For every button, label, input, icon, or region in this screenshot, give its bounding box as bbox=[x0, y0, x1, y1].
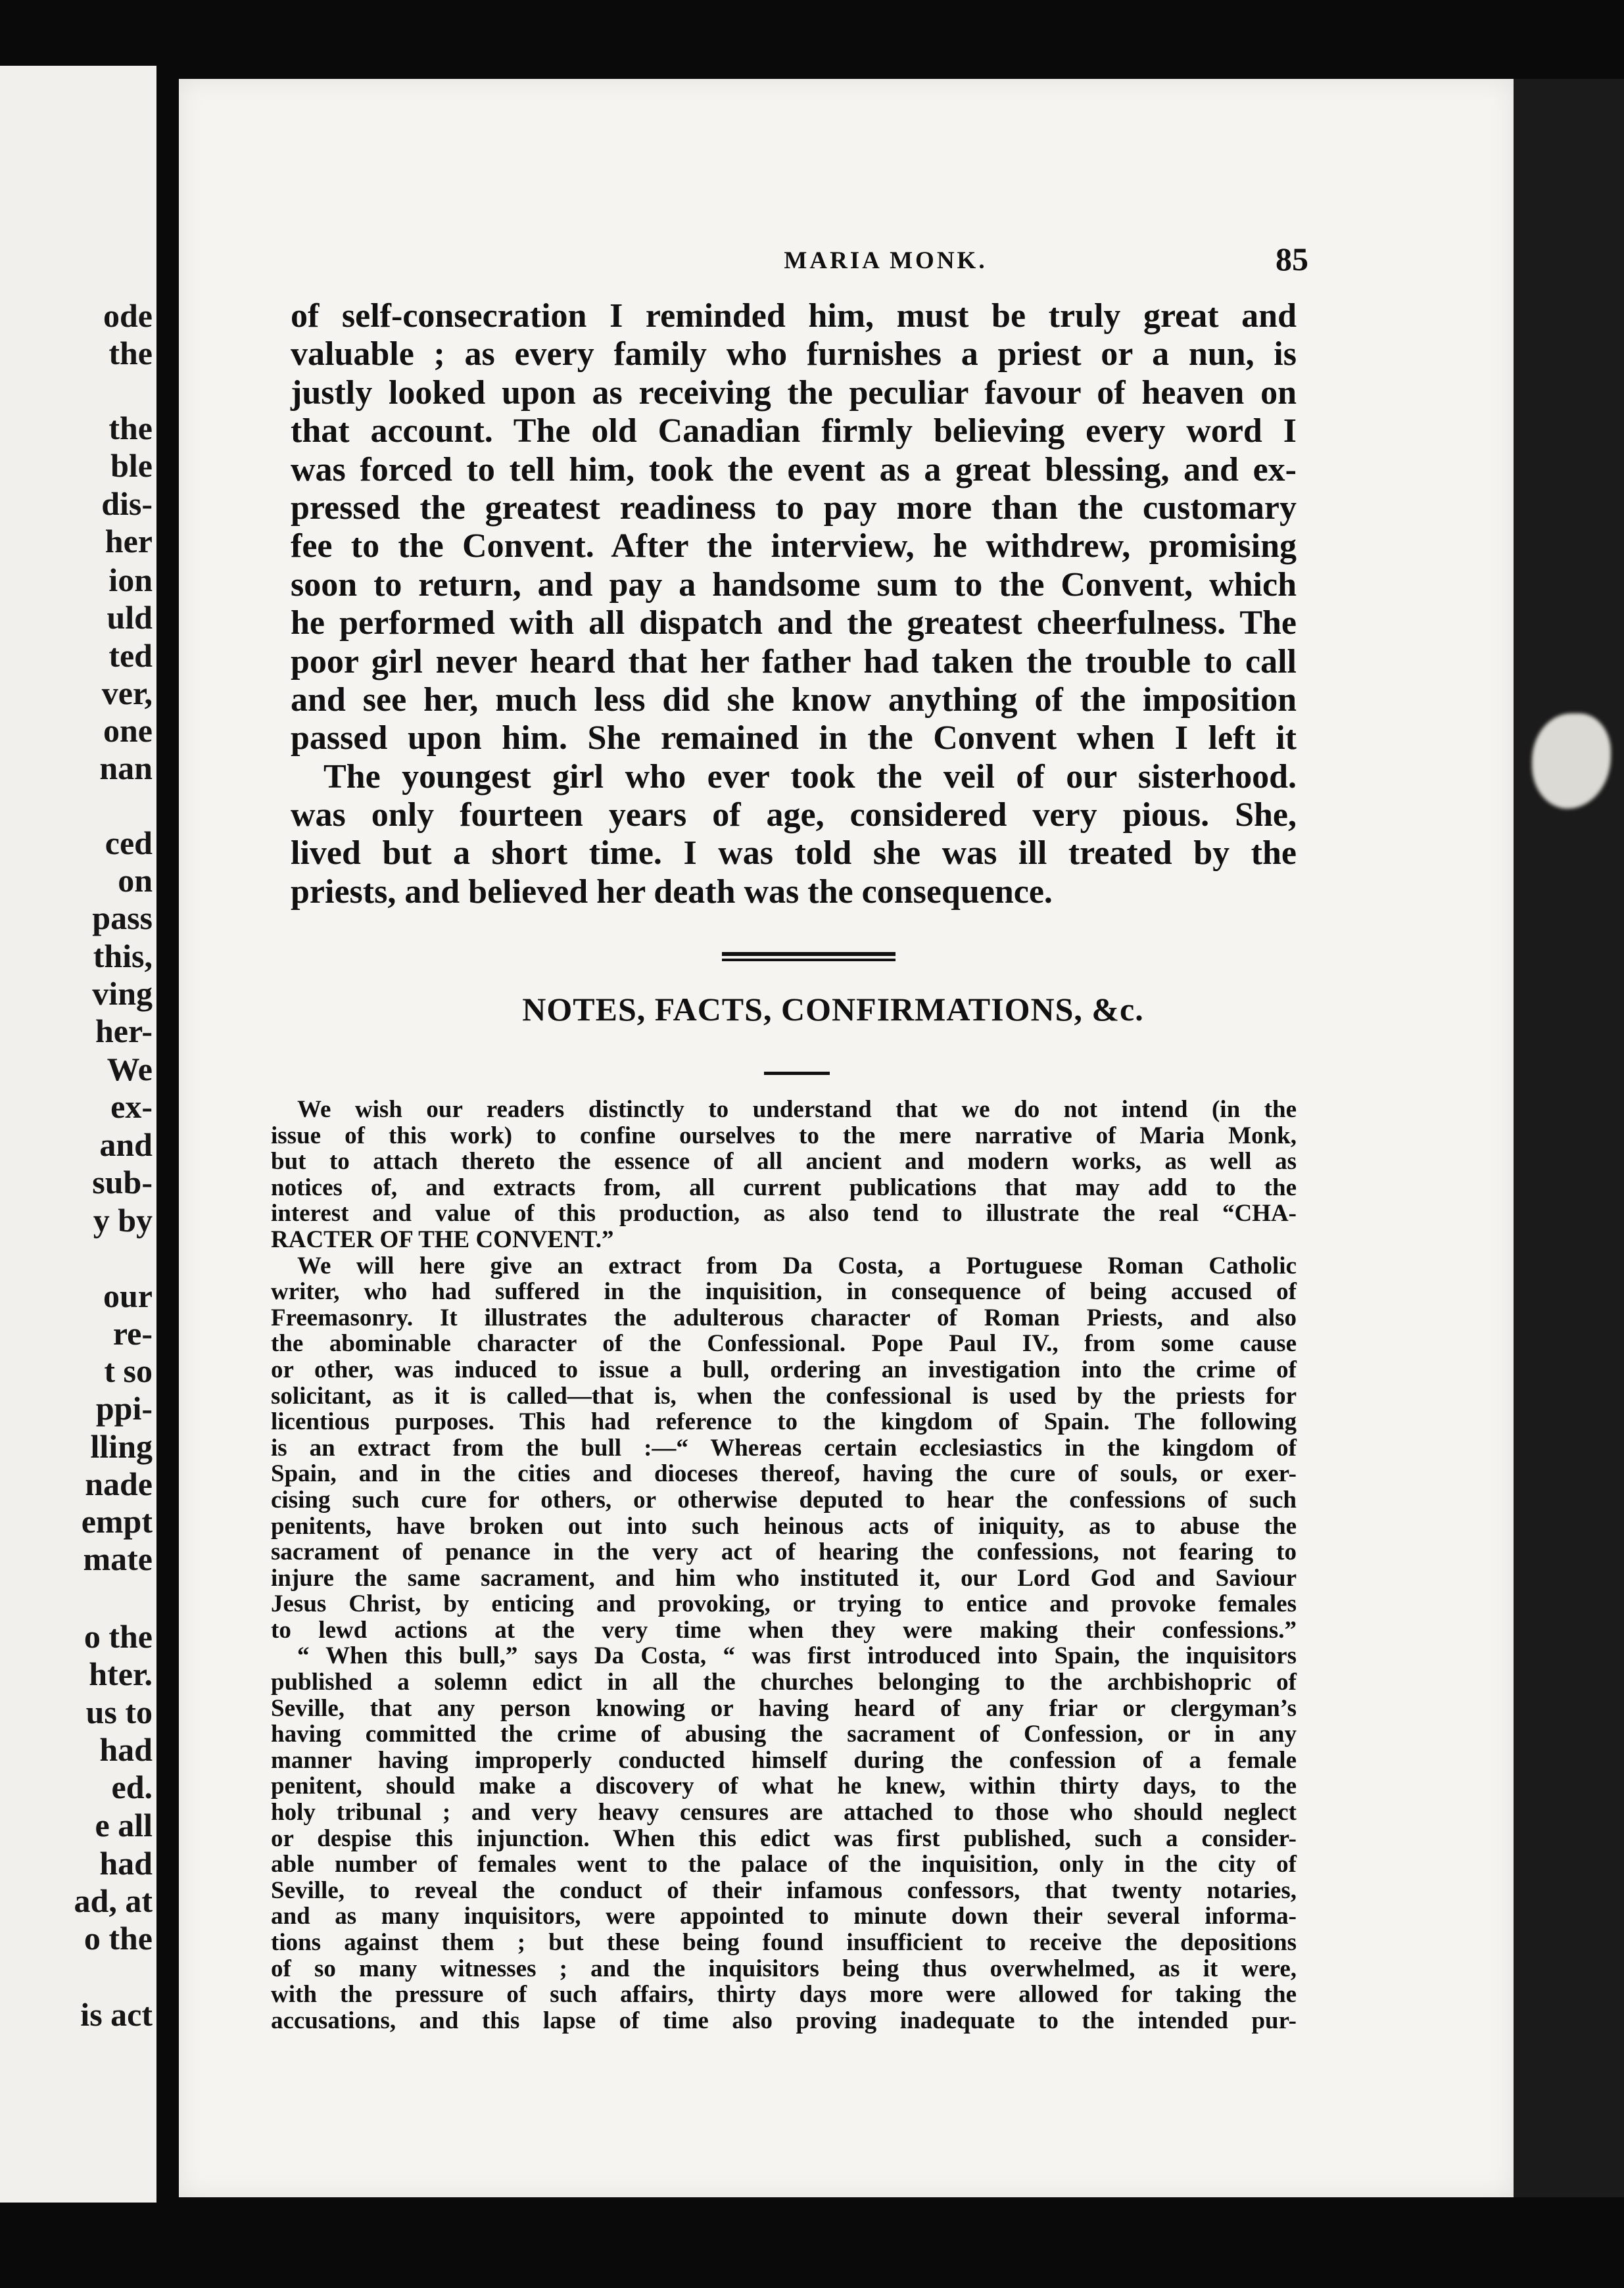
body-line: soon to return, and pay a handsome sum to the Convent, which bbox=[291, 565, 1297, 604]
body-line: priests, and believed her death was the consequence. bbox=[291, 872, 1053, 911]
left-page-text-fragment: e all bbox=[95, 1807, 153, 1844]
left-page-text-fragment: ode bbox=[103, 297, 153, 334]
notes-line: the abominable character of the Confessional. Pope Paul IV., from some cause bbox=[271, 1330, 1297, 1358]
body-line: was forced to tell him, took the event as a great blessing, and ex- bbox=[291, 450, 1297, 489]
body-line: of self-consecration I reminded him, must be truly great and bbox=[291, 297, 1297, 335]
left-page-text-fragment: nade bbox=[85, 1466, 153, 1502]
notes-line: penitent, should make a discovery of what he knew, within thirty days, to the bbox=[271, 1773, 1297, 1800]
left-page-text-fragment: had bbox=[99, 1731, 153, 1768]
left-page-text-fragment: ble bbox=[110, 447, 153, 484]
left-page-text-fragment: ppi- bbox=[95, 1390, 153, 1427]
left-page-text-fragment: o the bbox=[84, 1920, 153, 1957]
notes-line: of so many witnesses ; and the inquisitors being thus overwhelmed, as it were, bbox=[271, 1955, 1297, 1982]
left-page-text-fragment: We bbox=[107, 1051, 153, 1087]
left-page-text-fragment: ex- bbox=[110, 1088, 153, 1125]
left-page-text-fragment: lling bbox=[90, 1428, 153, 1465]
notes-line: able number of females went to the palace of the inquisition, only in the city of bbox=[271, 1851, 1297, 1878]
notes-line: or despise this injunction. When this edict was first published, such a consider- bbox=[271, 1824, 1297, 1852]
left-page-text-fragment: her bbox=[105, 523, 153, 560]
left-page-text-fragment: hter. bbox=[89, 1656, 153, 1692]
notes-line: notices of, and extracts from, all current publications that may add to the bbox=[271, 1174, 1297, 1201]
body-line: valuable ; as every family who furnishes a priest or a nun, is bbox=[291, 335, 1297, 373]
notes-line: Jesus Christ, by enticing and provoking, or trying to entice and provoke females bbox=[271, 1590, 1297, 1618]
notes-line: is an extract from the bull :—“ Whereas certain ecclesiastics in the kingdom of bbox=[271, 1434, 1297, 1462]
left-page-text-fragment: t so bbox=[104, 1352, 153, 1389]
notes-line: but to attach thereto the essence of all ancient and modern works, as well as bbox=[271, 1148, 1297, 1176]
notes-line: accusations, and this lapse of time also proving inadequate to the intended pur- bbox=[271, 2007, 1297, 2034]
left-page-text-fragment: empt bbox=[81, 1503, 153, 1540]
left-page-text-fragment: is act bbox=[80, 1996, 153, 2033]
notes-line: issue of this work) to confine ourselves to the mere narrative of Maria Monk, bbox=[271, 1122, 1297, 1149]
body-line: justly looked upon as receiving the peculiar favour of heaven on bbox=[291, 373, 1297, 412]
page-number: 85 bbox=[1276, 241, 1308, 277]
left-page-text-fragment: us to bbox=[85, 1694, 153, 1730]
left-page-text-fragment: and bbox=[99, 1126, 153, 1163]
page-header bbox=[179, 240, 1514, 286]
body-line: and see her, much less did she know anything of the imposition bbox=[291, 680, 1297, 719]
notes-line: having committed the crime of abusing the sacrament of Confession, or in any bbox=[271, 1721, 1297, 1748]
left-page-fragment bbox=[0, 66, 156, 2203]
notes-line: with the pressure of such affairs, thirty days more were allowed for taking the bbox=[271, 1981, 1297, 2009]
left-page-text-fragment: ed. bbox=[111, 1769, 153, 1805]
left-page-text-fragment: nan bbox=[99, 750, 153, 786]
body-text bbox=[291, 297, 1297, 911]
notes-line: or other, was induced to issue a bull, ordering an investigation into the crime of bbox=[271, 1356, 1297, 1383]
notes-line: RACTER OF THE CONVENT.” bbox=[271, 1226, 614, 1253]
notes-line: interest and value of this production, as also tend to illustrate the real “CHA- bbox=[271, 1200, 1297, 1227]
left-page-text-fragment: sub- bbox=[92, 1164, 153, 1201]
body-line: poor girl never heard that her father had taken the trouble to call bbox=[291, 642, 1297, 680]
notes-line: Seville, that any person knowing or having heard of any friar or clergyman’s bbox=[271, 1694, 1297, 1722]
body-line: fee to the Convent. After the interview, he withdrew, promising bbox=[291, 527, 1297, 565]
left-page-text-fragment: ad, at bbox=[74, 1882, 153, 1919]
notes-text bbox=[271, 1097, 1297, 2034]
left-page-text-fragment: ving bbox=[92, 975, 153, 1012]
notes-line: sacrament of penance in the very act of hearing the confessions, not fearing to bbox=[271, 1538, 1297, 1566]
notes-line: tions against them ; but these being found insufficient to receive the depositions bbox=[271, 1929, 1297, 1956]
notes-line: We wish our readers distinctly to understand that we do not intend (in the bbox=[297, 1096, 1297, 1123]
book-binding bbox=[1514, 79, 1624, 2197]
left-page-text-fragment: re- bbox=[112, 1315, 153, 1352]
notes-line: Spain, and in the cities and dioceses thereof, having the cure of souls, or exer- bbox=[271, 1460, 1297, 1488]
heading-rule bbox=[764, 1072, 830, 1075]
left-page-text-fragment: ion bbox=[108, 561, 153, 598]
notes-line: and as many inquisitors, were appointed to minute down their several informa- bbox=[271, 1903, 1297, 1930]
left-page-text-fragment: our bbox=[103, 1277, 153, 1314]
left-page-text-fragment: mate bbox=[83, 1540, 153, 1577]
notes-line: to lewd actions at the very time when they were making their confessions.” bbox=[271, 1616, 1297, 1644]
section-heading: NOTES, FACTS, CONFIRMATIONS, &c. bbox=[522, 991, 1144, 1028]
notes-line: holy tribunal ; and very heavy censures are attached to those who should neglect bbox=[271, 1799, 1297, 1826]
body-line: passed upon him. She remained in the Convent when I left it bbox=[291, 719, 1297, 757]
left-page-text-fragment: o the bbox=[84, 1618, 153, 1655]
notes-line: manner having improperly conducted himself during the confession of a female bbox=[271, 1746, 1297, 1774]
notes-line: published a solemn edict in all the churches belonging to the archbishopric of bbox=[271, 1669, 1297, 1696]
left-page-text-fragment: ced bbox=[105, 824, 153, 861]
notes-line: Seville, to reveal the conduct of their infamous confessors, that twenty notaries, bbox=[271, 1876, 1297, 1904]
left-page-text-fragment: one bbox=[103, 712, 153, 749]
left-page-text-fragment: on bbox=[118, 862, 153, 899]
body-line: pressed the greatest readiness to pay more than the customary bbox=[291, 489, 1297, 527]
left-page-text-fragment: y by bbox=[93, 1202, 153, 1239]
body-line: lived but a short time. I was told she was ill treated by the bbox=[291, 834, 1297, 872]
left-page-text-fragment: uld bbox=[107, 599, 153, 636]
notes-line: cising such cure for others, or otherwise deputed to hear the confessions of such bbox=[271, 1486, 1297, 1513]
body-line: that account. The old Canadian firmly believing every word I bbox=[291, 412, 1297, 450]
notes-line: “ When this bull,” says Da Costa, “ was first introduced into Spain, the inquisitors bbox=[297, 1642, 1297, 1670]
left-page-text-fragment: ver, bbox=[101, 675, 153, 711]
body-line: was only fourteen years of age, considered very pious. She, bbox=[291, 796, 1297, 834]
left-page-text-fragment: dis- bbox=[101, 485, 153, 522]
notes-line: penitents, have broken out into such heinous acts of iniquity, as to abuse the bbox=[271, 1512, 1297, 1540]
left-page-text-fragment: the bbox=[108, 335, 153, 371]
left-page-text-fragment: the bbox=[108, 410, 153, 446]
section-divider bbox=[722, 952, 896, 961]
notes-line: writer, who had suffered in the inquisition, in consequence of being accused of bbox=[271, 1278, 1297, 1306]
notes-line: We will here give an extract from Da Costa, a Portuguese Roman Catholic bbox=[297, 1252, 1297, 1279]
body-line: The youngest girl who ever took the veil of our sisterhood. bbox=[323, 757, 1297, 796]
body-line: he performed with all dispatch and the greatest cheerfulness. The bbox=[291, 604, 1297, 642]
left-page-text-fragment: pass bbox=[92, 899, 153, 936]
left-page-text-fragment: ted bbox=[108, 637, 153, 674]
notes-line: injure the same sacrament, and him who instituted it, our Lord God and Saviour bbox=[271, 1564, 1297, 1592]
notes-line: Freemasonry. It illustrates the adulterous character of Roman Priests, and also bbox=[271, 1304, 1297, 1331]
book-page bbox=[179, 79, 1514, 2197]
left-page-text-fragment: her- bbox=[95, 1013, 153, 1049]
left-page-text-fragment: this, bbox=[93, 938, 153, 974]
notes-line: solicitant, as it is called—that is, when the confessional is used by the priests for bbox=[271, 1382, 1297, 1410]
left-page-text-fragment: had bbox=[99, 1845, 153, 1882]
running-title: MARIA MONK. bbox=[784, 247, 988, 274]
notes-line: licentious purposes. This had reference to the kingdom of Spain. The following bbox=[271, 1408, 1297, 1436]
